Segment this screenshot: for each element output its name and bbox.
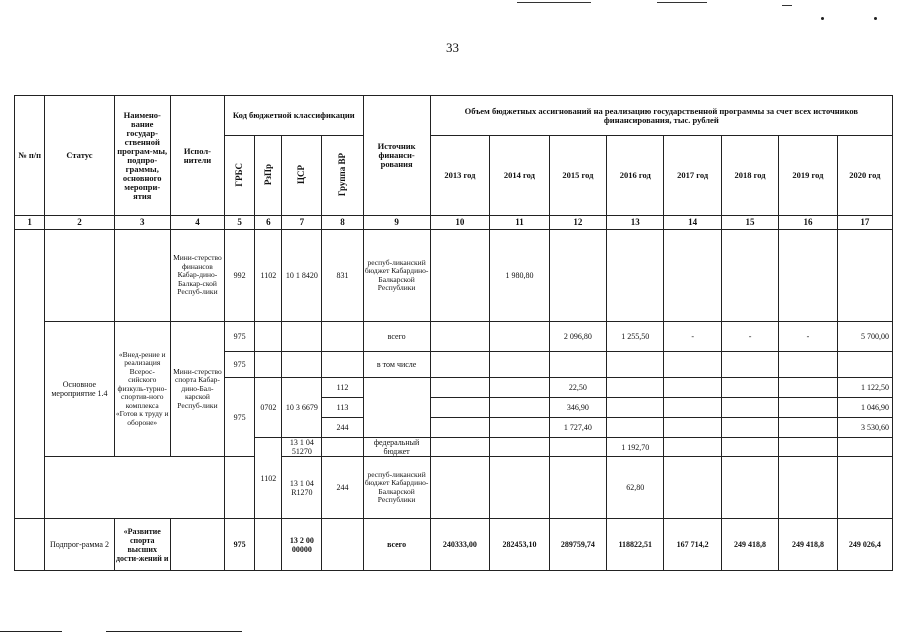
col-number: 8	[322, 216, 363, 230]
cell-source	[363, 378, 430, 438]
header-vr: Группа ВР	[322, 136, 363, 216]
cell-value	[779, 438, 837, 457]
scan-speck	[821, 17, 824, 20]
table-row	[15, 322, 893, 352]
cell-csr: 10 1 8420	[282, 230, 322, 322]
cell-csr	[282, 352, 322, 378]
cell-name	[114, 230, 170, 322]
cell-value	[430, 438, 490, 457]
header-status: Статус	[45, 96, 114, 216]
cell-vr: 244	[322, 457, 363, 519]
cell-value	[430, 378, 490, 398]
cell-vr	[322, 519, 363, 571]
cell-value	[490, 438, 550, 457]
cell-value	[779, 398, 837, 418]
cell-grbs: 975	[225, 519, 255, 571]
cell-name: «Развитие спорта высших дости-жений и	[114, 519, 170, 571]
cell-grbs: 975	[225, 352, 255, 378]
cell-executor: Мини-стерство финансов Кабар-дино-Балкар-ской Респуб-лики	[170, 230, 224, 322]
cell-value: -	[779, 322, 837, 352]
cell-value: 249 418,8	[779, 519, 837, 571]
cell-value	[664, 230, 721, 322]
cell-n	[15, 230, 45, 519]
col-number: 16	[779, 216, 837, 230]
scan-speck	[874, 17, 877, 20]
cell-value	[837, 438, 892, 457]
cell-status: Основное мероприятие 1.4	[45, 322, 114, 457]
cell-executor	[170, 519, 224, 571]
cell-rzpr	[255, 352, 282, 378]
cell-value: 240333,00	[430, 519, 490, 571]
cell-csr: 13 2 00 00000	[282, 519, 322, 571]
cell-value: 282453,10	[490, 519, 550, 571]
cell-value	[607, 398, 664, 418]
cell-value	[430, 457, 490, 519]
cell-value: 1 046,90	[837, 398, 892, 418]
header-name: Наимено-вание государ-ственной програм-мы, подпро-граммы, основного меропри-ятия	[114, 96, 170, 216]
cell-grbs: 975	[225, 378, 255, 457]
cell-value: -	[721, 322, 778, 352]
header-year: 2015 год	[549, 136, 606, 216]
cell-value	[837, 352, 892, 378]
cell-rzpr	[255, 519, 282, 571]
cell-value: 249 026,4	[837, 519, 892, 571]
page-number: 33	[446, 40, 459, 55]
header-n: № п/п	[15, 96, 45, 216]
table-row	[15, 230, 893, 322]
footer-line	[106, 631, 242, 632]
cell-rzpr: 1102	[255, 438, 282, 519]
cell-status: Подпрог-рамма 2	[45, 519, 114, 571]
cell-vr	[322, 352, 363, 378]
cell-value	[779, 457, 837, 519]
cell-value	[430, 352, 490, 378]
col-number: 6	[255, 216, 282, 230]
cell-value	[664, 378, 721, 398]
cell-vr	[322, 438, 363, 457]
col-number: 7	[282, 216, 322, 230]
col-number: 3	[114, 216, 170, 230]
header-executors: Испол-нители	[170, 96, 224, 216]
cell-rzpr: 1102	[255, 230, 282, 322]
cell-value	[664, 352, 721, 378]
cell-value	[607, 230, 664, 322]
cell-csr	[282, 322, 322, 352]
cell-vr: 244	[322, 418, 363, 438]
cell-grbs	[225, 457, 255, 519]
cell-value: 1 980,80	[490, 230, 550, 322]
cell-value	[721, 230, 778, 322]
cell-vr: 831	[322, 230, 363, 322]
header-year: 2018 год	[721, 136, 778, 216]
cell-value	[721, 418, 778, 438]
header-source: Источник финанси-рования	[363, 96, 430, 216]
cell-value	[549, 457, 606, 519]
header-budget-code: Код бюджетной классификации	[225, 96, 364, 136]
cell-value	[721, 457, 778, 519]
cell-value	[490, 418, 550, 438]
cell-vr	[322, 322, 363, 352]
cell-value	[490, 378, 550, 398]
cell-value	[549, 230, 606, 322]
cell-value	[779, 230, 837, 322]
cell-csr: 10 3 6679	[282, 378, 322, 438]
header-csr: ЦСР	[282, 136, 322, 216]
header-year: 2016 год	[607, 136, 664, 216]
cell-value	[490, 322, 550, 352]
col-number: 9	[363, 216, 430, 230]
cell-value: 2 096,80	[549, 322, 606, 352]
cell-value	[779, 418, 837, 438]
cell-spacer	[45, 457, 225, 519]
table-row	[15, 519, 893, 571]
cell-value: 1 122,50	[837, 378, 892, 398]
cell-value	[430, 398, 490, 418]
cell-value: 118822,51	[607, 519, 664, 571]
col-number: 2	[45, 216, 114, 230]
scan-mark-line	[657, 2, 707, 3]
cell-name: «Внед-рение и реализация Всерос-сийского физкуль-турно-спортив-ного комплекса «Готов к труду и обороне»	[114, 322, 170, 457]
cell-value	[837, 457, 892, 519]
cell-value	[837, 230, 892, 322]
cell-value	[664, 398, 721, 418]
cell-value	[430, 418, 490, 438]
footer-line	[0, 631, 62, 632]
col-number: 11	[490, 216, 550, 230]
cell-status	[45, 230, 114, 322]
cell-csr: 13 1 04 51270	[282, 438, 322, 457]
header-year: 2020 год	[837, 136, 892, 216]
cell-n	[15, 519, 45, 571]
col-number: 13	[607, 216, 664, 230]
cell-value	[549, 352, 606, 378]
header-year: 2017 год	[664, 136, 721, 216]
col-number: 15	[721, 216, 778, 230]
cell-value: 289759,74	[549, 519, 606, 571]
budget-table	[14, 95, 893, 571]
header-rzpr: РзПр	[255, 136, 282, 216]
cell-value	[664, 418, 721, 438]
cell-source: респуб-ликанский бюджет Кабардино-Балкарской Республики	[363, 230, 430, 322]
cell-value	[721, 438, 778, 457]
cell-value: 167 714,2	[664, 519, 721, 571]
cell-grbs: 992	[225, 230, 255, 322]
col-number: 10	[430, 216, 490, 230]
cell-value: 5 700,00	[837, 322, 892, 352]
col-number: 12	[549, 216, 606, 230]
cell-value	[721, 398, 778, 418]
cell-source: всего	[363, 519, 430, 571]
cell-value	[721, 352, 778, 378]
cell-value	[490, 398, 550, 418]
cell-value	[664, 457, 721, 519]
cell-value: -	[664, 322, 721, 352]
cell-source: всего	[363, 322, 430, 352]
cell-value: 3 530,60	[837, 418, 892, 438]
cell-value: 62,80	[607, 457, 664, 519]
cell-source: в том числе	[363, 352, 430, 378]
cell-executor: Мини-стерство спорта Кабар-дино-Бал-карской Респуб-лики	[170, 322, 224, 457]
cell-value: 249 418,8	[721, 519, 778, 571]
cell-value	[607, 418, 664, 438]
cell-value: 346,90	[549, 398, 606, 418]
cell-grbs: 975	[225, 322, 255, 352]
header-year: 2019 год	[779, 136, 837, 216]
cell-vr: 112	[322, 378, 363, 398]
header-year: 2013 год	[430, 136, 490, 216]
cell-value	[607, 378, 664, 398]
col-number: 1	[15, 216, 45, 230]
scan-mark-line	[517, 2, 591, 3]
header-grbs: ГРБС	[225, 136, 255, 216]
col-number: 4	[170, 216, 224, 230]
cell-value	[430, 322, 490, 352]
header-volume: Объем бюджетных ассигнований на реализацию государственной программы за счет всех источников финансирования, тыс. рублей	[430, 96, 892, 136]
cell-value: 22,50	[549, 378, 606, 398]
scan-mark-line	[782, 5, 792, 6]
column-numbers-row	[15, 216, 893, 230]
cell-value	[607, 352, 664, 378]
cell-rzpr: 0702	[255, 378, 282, 438]
cell-value	[779, 352, 837, 378]
cell-value	[664, 438, 721, 457]
cell-value	[490, 352, 550, 378]
cell-vr: 113	[322, 398, 363, 418]
col-number: 17	[837, 216, 892, 230]
cell-value	[430, 230, 490, 322]
cell-value: 1 192,70	[607, 438, 664, 457]
cell-value	[779, 378, 837, 398]
cell-value	[490, 457, 550, 519]
header-year: 2014 год	[490, 136, 550, 216]
cell-value: 1 255,50	[607, 322, 664, 352]
cell-source: федеральный бюджет	[363, 438, 430, 457]
cell-csr: 13 1 04 R1270	[282, 457, 322, 519]
col-number: 5	[225, 216, 255, 230]
cell-value	[549, 438, 606, 457]
cell-value: 1 727,40	[549, 418, 606, 438]
cell-rzpr	[255, 322, 282, 352]
table-row	[15, 457, 893, 519]
cell-source: респуб-ликанский бюджет Кабардино-Балкарской Республики	[363, 457, 430, 519]
cell-value	[721, 378, 778, 398]
col-number: 14	[664, 216, 721, 230]
